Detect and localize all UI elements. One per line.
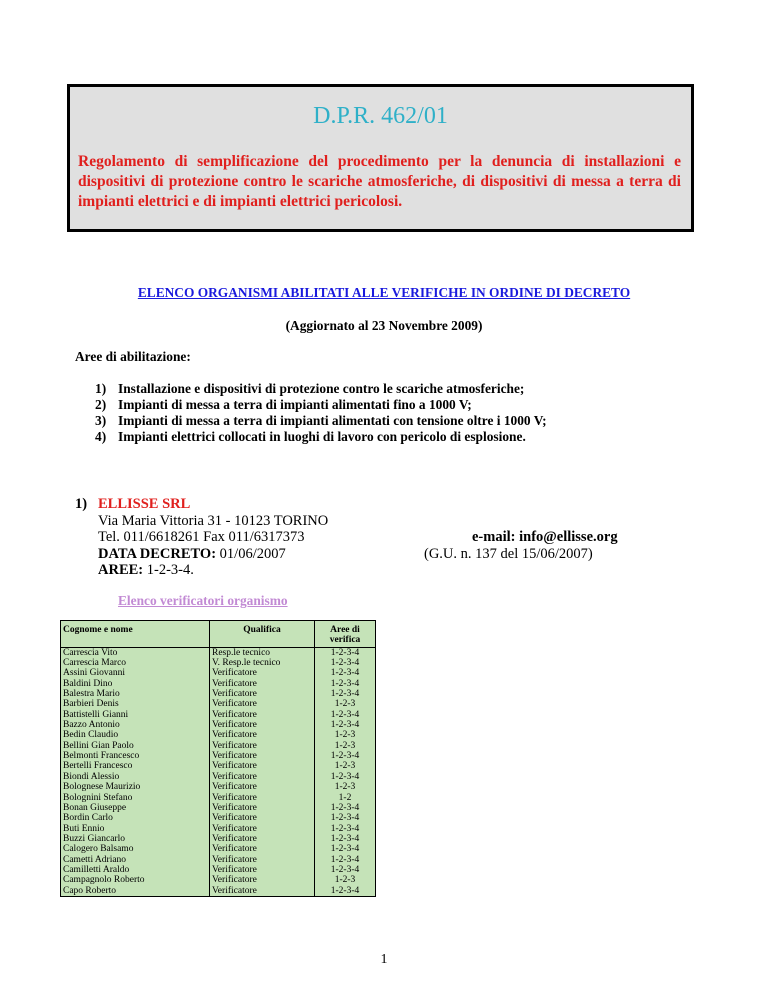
verifier-name: Battistelli Gianni xyxy=(61,710,210,720)
column-header-role: Qualifica xyxy=(210,621,315,648)
verifier-name: Bolognese Maurizio xyxy=(61,782,210,792)
verifier-areas: 1-2-3-4 xyxy=(315,658,376,668)
verifier-areas: 1-2-3-4 xyxy=(315,647,376,658)
verifier-role: Verificatore xyxy=(210,679,315,689)
verifier-name: Calogero Balsamo xyxy=(61,844,210,854)
table-row xyxy=(61,741,376,751)
verifier-role: Verificatore xyxy=(210,761,315,771)
table-row xyxy=(61,647,376,658)
verifier-name: Belmonti Francesco xyxy=(61,751,210,761)
verifier-name: Balestra Mario xyxy=(61,689,210,699)
area-item xyxy=(95,397,547,413)
organism-name: ELLISSE SRL xyxy=(98,496,191,512)
table-row xyxy=(61,689,376,699)
verifier-areas: 1-2-3-4 xyxy=(315,834,376,844)
page-number: 1 xyxy=(380,952,388,967)
table-row xyxy=(61,824,376,834)
organism-email: e-mail: info@ellisse.org xyxy=(472,529,618,546)
table-header-row xyxy=(61,621,376,648)
table-row xyxy=(61,855,376,865)
verifier-role: Verificatore xyxy=(210,875,315,885)
table-row xyxy=(61,658,376,668)
organism-areas-label: AREE: xyxy=(98,562,144,579)
area-item xyxy=(95,429,547,445)
verifier-name: Capo Roberto xyxy=(61,886,210,897)
verifier-areas: 1-2-3 xyxy=(315,782,376,792)
verifier-areas: 1-2-3-4 xyxy=(315,855,376,865)
organism-block xyxy=(75,496,618,579)
verifier-areas: 1-2-3-4 xyxy=(315,886,376,897)
table-row xyxy=(61,668,376,678)
verifier-role: Verificatore xyxy=(210,751,315,761)
organism-address: Via Maria Vittoria 31 - 10123 TORINO xyxy=(98,512,329,529)
verifier-name: Bolognini Stefano xyxy=(61,793,210,803)
verifier-name: Biondi Alessio xyxy=(61,772,210,782)
verifier-areas: 1-2-3-4 xyxy=(315,720,376,730)
verifier-name: Carrescia Vito xyxy=(61,647,210,658)
table-row xyxy=(61,813,376,823)
list-heading-link[interactable]: ELENCO ORGANISMI ABILITATI ALLE VERIFICHE IN ORDINE DI DECRETO xyxy=(137,285,631,300)
verifier-role: Verificatore xyxy=(210,855,315,865)
organism-contacts xyxy=(75,529,618,546)
verifier-name: Campagnolo Roberto xyxy=(61,875,210,885)
verifier-role: Verificatore xyxy=(210,772,315,782)
decree-label: DATA DECRETO: xyxy=(98,545,217,562)
verifiers-table xyxy=(60,620,376,897)
header-box xyxy=(67,84,694,232)
verifier-role: Verificatore xyxy=(210,689,315,699)
area-text: Installazione e dispositivi di protezione contro le scariche atmosferiche; xyxy=(118,381,525,396)
gazzetta-reference: (G.U. n. 137 del 15/06/2007) xyxy=(424,545,593,562)
verifier-name: Bertelli Francesco xyxy=(61,761,210,771)
verifier-role: Verificatore xyxy=(210,782,315,792)
verifier-areas: 1-2-3-4 xyxy=(315,865,376,875)
table-row xyxy=(61,679,376,689)
verifier-areas: 1-2-3-4 xyxy=(315,772,376,782)
column-header-name: Cognome e nome xyxy=(61,621,210,648)
verifier-name: Camilletti Araldo xyxy=(61,865,210,875)
decree-subtitle: Regolamento di semplificazione del procedimento per la denuncia di installazioni e dispositivi di protezione contro le scariche atmosferiche, di dispositivi di messa a terra di impianti elettrici e di impianti elettrici pericolosi. xyxy=(78,153,681,210)
verifier-role: Resp.le tecnico xyxy=(210,647,315,658)
verifier-role: Verificatore xyxy=(210,720,315,730)
update-note: (Aggiornato al 23 Novembre 2009) xyxy=(285,318,483,333)
verifier-role: Verificatore xyxy=(210,824,315,834)
verifier-areas: 1-2-3 xyxy=(315,761,376,771)
column-header-areas-text-2: verifica xyxy=(329,635,361,646)
verifier-name: Bonan Giuseppe xyxy=(61,803,210,813)
verifier-name: Barbieri Denis xyxy=(61,699,210,709)
table-row xyxy=(61,772,376,782)
verifier-name: Buzzi Giancarlo xyxy=(61,834,210,844)
area-text: Impianti elettrici collocati in luoghi di lavoro con pericolo di esplosione. xyxy=(118,429,526,444)
organism-number: 1) xyxy=(75,496,88,512)
area-number: 3) xyxy=(95,413,107,428)
verifier-name: Carrescia Marco xyxy=(61,658,210,668)
area-number: 1) xyxy=(95,381,107,396)
verifier-areas: 1-2-3 xyxy=(315,741,376,751)
decree-title: D.P.R. 462/01 xyxy=(313,103,448,129)
table-row xyxy=(61,751,376,761)
area-number: 2) xyxy=(95,397,107,412)
verifier-areas: 1-2-3-4 xyxy=(315,710,376,720)
verifier-role: Verificatore xyxy=(210,865,315,875)
area-text: Impianti di messa a terra di impianti alimentati fino a 1000 V; xyxy=(118,397,472,412)
verifier-role: Verificatore xyxy=(210,741,315,751)
verifier-name: Bordin Carlo xyxy=(61,813,210,823)
column-header-areas-text: Aree di xyxy=(330,625,360,635)
verifier-role: Verificatore xyxy=(210,699,315,709)
areas-label: Aree di abilitazione: xyxy=(75,349,191,364)
verifier-areas: 1-2-3-4 xyxy=(315,844,376,854)
organism-phone-fax: Tel. 011/6618261 Fax 011/6317373 xyxy=(98,529,305,546)
verifier-role: V. Resp.le tecnico xyxy=(210,658,315,668)
decree-date: 01/06/2007 xyxy=(216,545,286,562)
verifier-role: Verificatore xyxy=(210,793,315,803)
verifier-areas: 1-2-3-4 xyxy=(315,751,376,761)
table-row xyxy=(61,761,376,771)
verifier-areas: 1-2-3 xyxy=(315,699,376,709)
table-row xyxy=(61,844,376,854)
verifier-areas: 1-2-3 xyxy=(315,875,376,885)
verifier-name: Baldini Dino xyxy=(61,679,210,689)
verifier-areas: 1-2-3-4 xyxy=(315,824,376,834)
verifier-areas: 1-2-3-4 xyxy=(315,668,376,678)
area-number: 4) xyxy=(95,429,107,444)
table-row xyxy=(61,875,376,885)
verifier-name: Assini Giovanni xyxy=(61,668,210,678)
organism-areas xyxy=(75,562,328,579)
area-item xyxy=(95,381,547,397)
table-row xyxy=(61,886,376,897)
table-row xyxy=(61,782,376,792)
verifier-areas: 1-2-3-4 xyxy=(315,679,376,689)
table-row xyxy=(61,865,376,875)
verifiers-list-link[interactable]: Elenco verificatori organismo xyxy=(118,593,288,608)
table-row xyxy=(61,793,376,803)
organism-name-line xyxy=(75,496,328,513)
verifier-areas: 1-2-3-4 xyxy=(315,689,376,699)
verifier-role: Verificatore xyxy=(210,668,315,678)
verifier-areas: 1-2-3-4 xyxy=(315,803,376,813)
table-row xyxy=(61,699,376,709)
table-row xyxy=(61,834,376,844)
area-item xyxy=(95,413,547,429)
table-row xyxy=(61,730,376,740)
verifier-role: Verificatore xyxy=(210,803,315,813)
column-header-areas xyxy=(315,621,376,648)
areas-list xyxy=(95,381,547,445)
organism-decree xyxy=(75,545,593,563)
verifier-role: Verificatore xyxy=(210,834,315,844)
verifier-name: Buti Ennio xyxy=(61,824,210,834)
verifier-role: Verificatore xyxy=(210,844,315,854)
verifier-name: Bellini Gian Paolo xyxy=(61,741,210,751)
verifier-role: Verificatore xyxy=(210,886,315,897)
verifier-role: Verificatore xyxy=(210,730,315,740)
table-row xyxy=(61,710,376,720)
verifier-name: Bedin Claudio xyxy=(61,730,210,740)
area-text: Impianti di messa a terra di impianti alimentati con tensione oltre i 1000 V; xyxy=(118,413,547,428)
table-row xyxy=(61,720,376,730)
verifiers-table-body xyxy=(61,647,376,896)
verifier-name: Bazzo Antonio xyxy=(61,720,210,730)
verifier-name: Cametti Adriano xyxy=(61,855,210,865)
verifier-role: Verificatore xyxy=(210,710,315,720)
table-row xyxy=(61,803,376,813)
verifier-areas: 1-2-3-4 xyxy=(315,813,376,823)
verifier-areas: 1-2-3 xyxy=(315,730,376,740)
organism-areas-value: 1-2-3-4. xyxy=(143,562,194,579)
verifier-areas: 1-2 xyxy=(315,793,376,803)
verifier-role: Verificatore xyxy=(210,813,315,823)
